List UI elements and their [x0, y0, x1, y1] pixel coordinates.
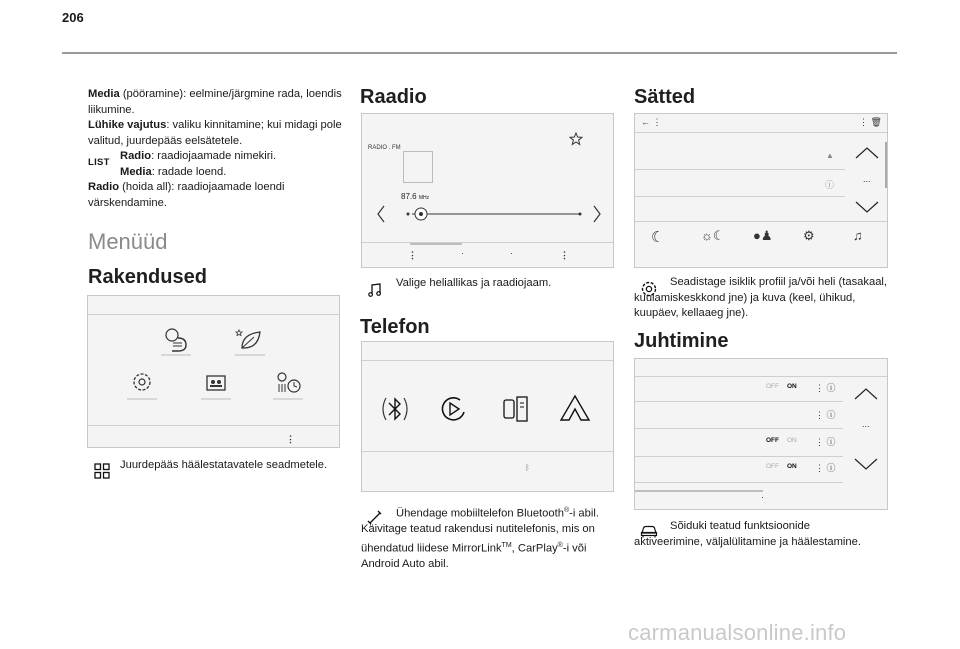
media-list-line: Media: radade loend. — [120, 166, 227, 178]
delete-icon[interactable]: ⋮ 🗑 — [859, 117, 882, 127]
scroll-indicator — [410, 243, 462, 245]
favorite-star-icon[interactable] — [569, 132, 583, 146]
station-artwork — [403, 151, 433, 183]
radio-band-label: RADIO . FM — [368, 145, 401, 151]
settings-timer-icon[interactable] — [124, 370, 160, 400]
phone-caption: Ühendage mobiiltelefon Bluetooth®-i abil. Käivitage teatud rakendusi nutitelefonis, mis on ühendatud liidese MirrorLink™, CarPlay®-i või Android Auto abil. — [361, 507, 599, 570]
row2-info-icon[interactable]: ⋮ ⓘ — [815, 410, 836, 420]
driving-heading: Juhtimine — [634, 330, 729, 352]
phone-screen — [361, 341, 614, 492]
bluetooth-icon[interactable] — [378, 392, 412, 426]
dot-icon[interactable]: · — [461, 248, 464, 258]
dot-icon-2[interactable]: · — [510, 248, 513, 258]
settings-caption: Seadistage isiklik profiil ja/või heli (tasakaal, kuulamiskeskkond jne) ja kuva (keel, ühikud, kuupäev, kellaaeg jne). — [634, 276, 888, 319]
grid-apps-icon — [94, 463, 110, 479]
scroll-down-icon[interactable] — [854, 200, 880, 214]
driving-caption: Sõiduki teatud funktsioonide aktiveerimine, väljalülitamine ja häälestamine. — [634, 520, 861, 548]
row4-info-icon[interactable]: ⋮ ⓘ — [815, 463, 836, 473]
settings-screen — [634, 113, 888, 268]
apps-caption: Juurdepääs häälestatavatele seadmetele. — [120, 459, 328, 471]
driving-screen — [634, 358, 888, 510]
contacts-card-icon[interactable] — [198, 370, 234, 400]
driving-more-icon[interactable]: ... — [862, 419, 870, 429]
mirrorlink-icon[interactable] — [438, 394, 468, 424]
apps-screen — [87, 295, 340, 448]
media-paragraph: Media (pööramine): eelmine/järgmine rada, loendis liikumine. — [88, 88, 342, 116]
header-divider — [62, 52, 897, 54]
frequency-value: 87.6 MHz — [401, 192, 430, 201]
page-number: 206 — [62, 10, 84, 25]
watermark: carmanualsonline.info — [628, 620, 847, 645]
profile-icon[interactable]: ●♟ — [753, 228, 773, 243]
toggle-row-3[interactable]: OFF ON — [766, 437, 797, 444]
frequency-slider[interactable] — [374, 202, 604, 226]
driving-dot-icon[interactable]: · — [761, 492, 764, 502]
scrollbar[interactable] — [885, 142, 887, 188]
music-note-icon — [367, 282, 383, 298]
more-icon[interactable]: ... — [863, 174, 871, 184]
driving-scroll-indicator — [635, 490, 763, 492]
heating-timer-icon[interactable] — [270, 370, 306, 400]
driving-scroll-down-icon[interactable] — [853, 457, 879, 471]
bluetooth-status-icon: ᛒ — [525, 463, 530, 472]
more-options-icon[interactable]: ⋮ — [286, 434, 295, 444]
carplay-icon[interactable] — [498, 394, 532, 424]
radio-heading: Raadio — [360, 86, 427, 108]
night-mode-icon[interactable]: ☾ — [651, 229, 665, 246]
apps-heading: Rakendused — [88, 266, 207, 288]
list-icon: LIST — [88, 157, 110, 168]
audio-settings-icon[interactable]: ♫ — [853, 228, 863, 243]
info-icon: ⓘ — [825, 180, 835, 190]
toggle-row-4[interactable]: OFF ON — [766, 463, 797, 470]
general-settings-icon[interactable]: ⚙ — [803, 228, 815, 243]
phone-heading: Telefon — [360, 316, 430, 338]
short-press-paragraph: Lühike vajutus: valiku kinnitamine; kui midagi pole valitud, juurdepääs eelsätetele. — [88, 119, 342, 147]
voice-assistant-icon[interactable] — [158, 326, 194, 356]
radio-caption: Valige heliallikas ja raadiojaam. — [396, 277, 552, 289]
menu-dots-icon[interactable]: ⋮ — [408, 250, 417, 260]
menus-heading: Menüüd — [88, 229, 168, 254]
toggle-row-1[interactable]: OFF ON — [766, 383, 797, 390]
settings-heading: Sätted — [634, 86, 696, 108]
eco-leaf-icon[interactable] — [232, 326, 268, 356]
menu-dots-icon-2[interactable]: ⋮ — [560, 250, 569, 260]
radio-hold-paragraph: Radio (hoida all): raadiojaamade loendi värskendamine. — [88, 181, 285, 209]
back-arrow-icon[interactable]: ← ⋮ — [641, 117, 662, 127]
row1-info-icon[interactable]: ⋮ ⓘ — [815, 383, 836, 393]
scroll-up-icon[interactable] — [854, 146, 880, 160]
driving-scroll-up-icon[interactable] — [853, 387, 879, 401]
day-night-icon[interactable]: ☼☾ — [701, 228, 725, 243]
radio-screen — [361, 113, 614, 268]
radio-list-line: Radio: raadiojaamade nimekiri. — [120, 150, 277, 162]
row3-info-icon[interactable]: ⋮ ⓘ — [815, 437, 836, 447]
warning-icon: ▲ — [826, 151, 834, 160]
android-auto-icon[interactable] — [558, 392, 592, 424]
